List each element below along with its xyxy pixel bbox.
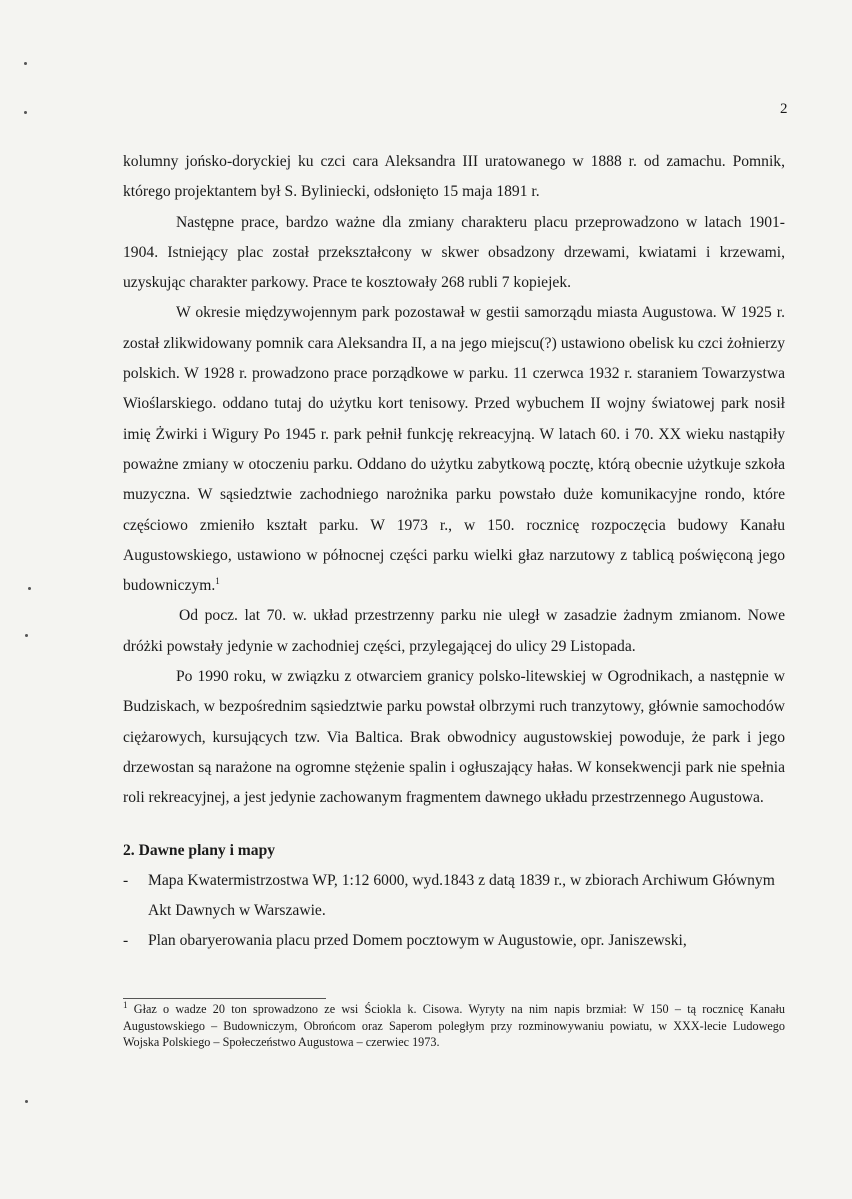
scan-speck	[28, 587, 31, 590]
paragraph-4: Od pocz. lat 70. w. układ przestrzenny parku nie uległ w zasadzie żadnym zmianom. Nowe dróżki powstały jedynie w zachodniej części, przylegającej do ulicy 29 Listopada.	[123, 607, 785, 655]
paragraph-3	[123, 298, 785, 601]
paragraph-5: Po 1990 roku, w związku z otwarciem granicy polsko-litewskiej w Ogrodnikach, a następnie w Budziskach, w bezpośrednim sąsiedztwie parku powstał olbrzymi ruch tranzytowy, głównie samochodów ciężarowych, kursujących tzw. Via Baltica. Brak obwodnicy augustowskiej powoduje, że park i jego drzewostan są narażone na ogromne stężenie spalin i ogłuszający hałas. W konsekwencji park nie spełnia roli rekreacyjnej, a jest jedynie zachowanym fragmentem dawnego układu przestrzennego Augustowa.	[123, 668, 785, 807]
page-number: 2	[780, 101, 788, 117]
list-dash: -	[123, 871, 129, 889]
list-item	[123, 866, 785, 927]
scan-speck	[25, 634, 28, 637]
list-item-text: Mapa Kwatermistrzostwa WP, 1:12 6000, wyd.1843 z datą 1839 r., w zbiorach Archiwum Głównym Akt Dawnych w Warszawie.	[148, 871, 775, 919]
footnote-number: 1	[123, 999, 128, 1010]
section-heading: 2. Dawne plany i mapy	[123, 841, 276, 859]
footnote-reference: 1	[215, 575, 220, 586]
footnote	[123, 1001, 785, 1051]
scan-speck	[25, 1100, 28, 1103]
list-item-text: Plan obaryerowania placu przed Domem pocztowym w Augustowie, opr. Janiszewski,	[148, 932, 687, 950]
scan-speck	[24, 62, 27, 65]
scan-speck	[24, 111, 27, 114]
list-dash: -	[123, 932, 129, 950]
document-body	[123, 147, 785, 956]
list-item	[123, 926, 785, 956]
paragraph-1: kolumny jońsko-doryckiej ku czci cara Aleksandra III uratowanego w 1888 r. od zamachu. Pomnik, którego projektantem był S. Byliniecki, odsłonięto 15 maja 1891 r.	[123, 153, 785, 201]
paragraph-3-text: W okresie międzywojennym park pozostawał w gestii samorządu miasta Augustowa. W 1925 r. został zlikwidowany pomnik cara Aleksandra II, a na jego miejscu(?) ustawiono obelisk ku czci żołnierzy polskich. W 1928 r. prowadzono prace porządkowe w parku. 11 czerwca 1932 r. staraniem Towarzystwa Wioślarskiego. oddano tutaj do użytku kort tenisowy. Przed wybuchem II wojny światowej park nosił imię Żwirki i Wigury Po 1945 r. park pełnił funkcję rekreacyjną. W latach 60. i 70. XX wieku nastąpiły poważne zmiany w otoczeniu parku. Oddano do użytku zabytkową pocztę, którą obecnie użytkuje szkoła muzyczna. W sąsiedztwie zachodniego narożnika parku powstało duże komunikacyjne rondo, które częściowo zmieniło kształt parku. W 1973 r., w 150. rocznicę rozpoczęcia budowy Kanału Augustowskiego, ustawiono w północnej części parku wielki głaz narzutowy z tablicą poświęconą jego budowniczym.	[123, 304, 785, 595]
plans-list	[123, 866, 785, 957]
footnote-text: Głaz o wadze 20 ton sprowadzono ze wsi Ściokla k. Cisowa. Wyryty na nim napis brzmiał: W 150 – tą rocznicę Kanału Augustowskiego – Budowniczym, Obrońcom oraz Saperom poległym przy rozminowywaniu powiatu, w XXX-lecie Ludowego Wojska Polskiego – Społeczeństwo Augustowa – czerwiec 1973.	[123, 1002, 786, 1050]
paragraph-2: Następne prace, bardzo ważne dla zmiany charakteru placu przeprowadzono w latach 1901-1904. Istniejący plac został przekształcony w skwer obsadzony drzewami, kwiatami i krzewami, uzyskując charakter parkowy. Prace te kosztowały 268 rubli 7 kopiejek.	[123, 213, 785, 292]
footnote-separator	[123, 998, 326, 999]
